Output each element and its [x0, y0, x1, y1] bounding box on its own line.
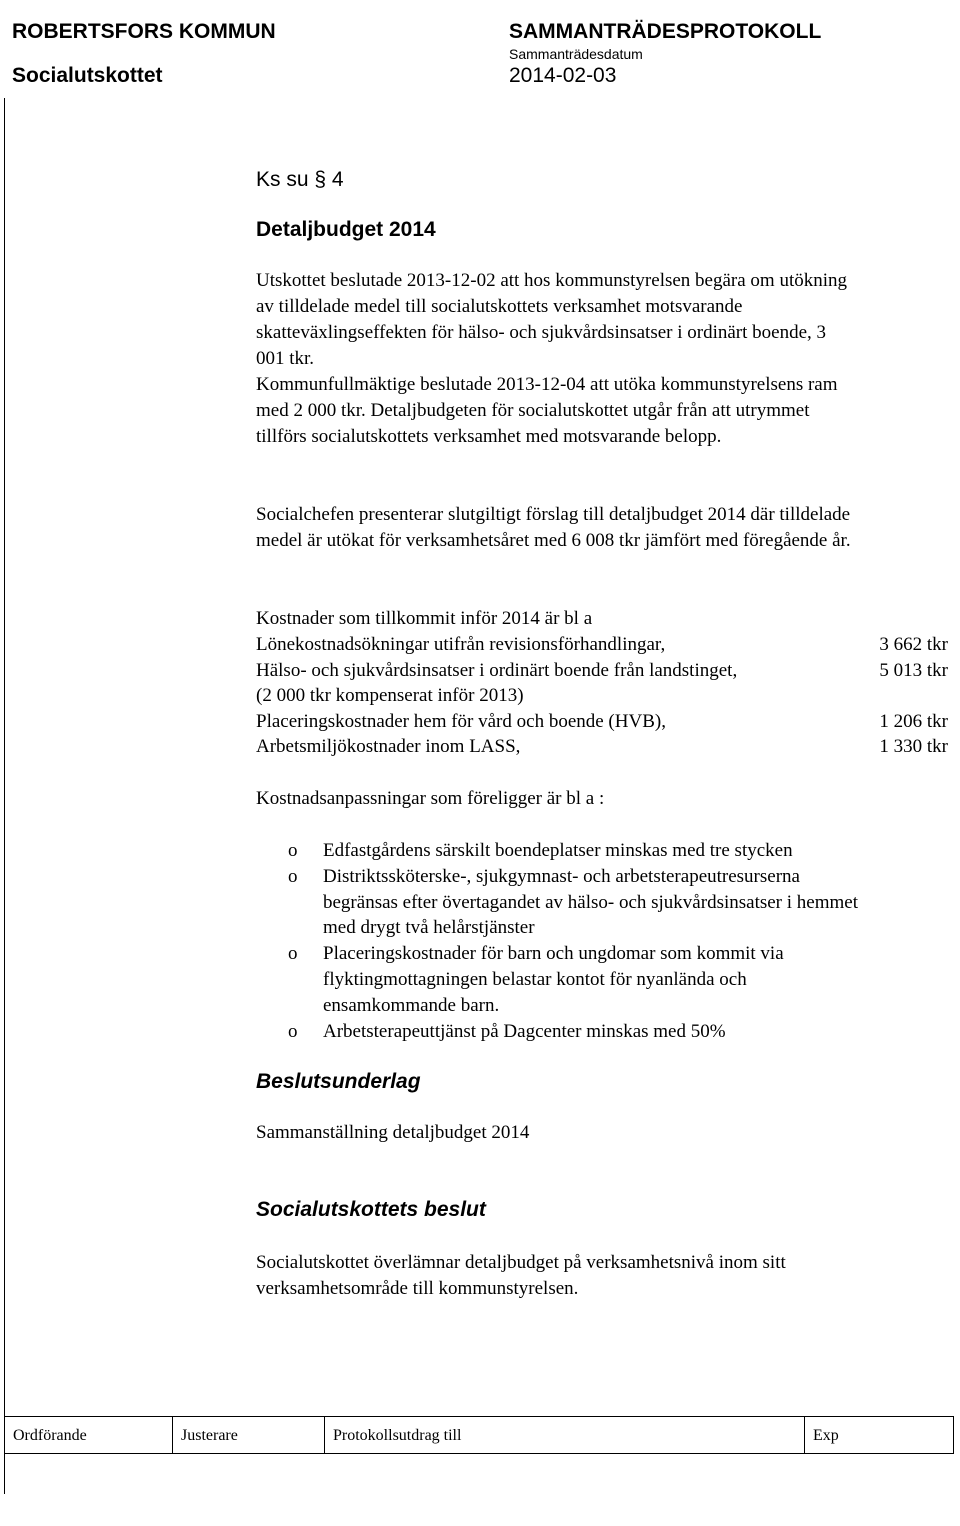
cost-label: Lönekostnadsökningar utifrån revisionsförhandlingar,	[256, 634, 666, 655]
cost-label: Placeringskostnader hem för vård och boende (HVB),	[256, 710, 666, 732]
bullet-icon: o	[288, 943, 298, 965]
text-line: med 2 000 tkr. Detaljbudgeten för socialutskottet utgår från att utrymmet	[256, 400, 810, 421]
text-line: Placeringskostnader för barn och ungdomar som kommit via	[323, 943, 784, 965]
text-line: Socialutskottet överlämnar detaljbudget på verksamhetsnivå inom sitt	[256, 1252, 786, 1273]
adjustments-intro: Kostnadsanpassningar som föreligger är bl a :	[256, 788, 605, 809]
text-line: med drygt två helårstjänster	[323, 917, 535, 939]
basis-text: Sammanställning detaljbudget 2014	[256, 1122, 530, 1143]
cost-amount: 5 013 tkr	[879, 659, 948, 681]
section-title: Detaljbudget 2014	[256, 218, 436, 241]
board-name: Socialutskottet	[12, 64, 163, 87]
text-line: flyktingmottagningen belastar kontot för nyanlända och	[323, 968, 747, 990]
text-line: verksamhetsområde till kommunstyrelsen.	[256, 1278, 579, 1299]
text-line: skatteväxlingseffekten för hälso- och sjukvårdsinsatser i ordinärt boende, 3	[256, 322, 827, 343]
table-row	[256, 734, 948, 760]
cost-label: Hälso- och sjukvårdsinsatser i ordinärt boende från landstinget,	[256, 659, 738, 681]
text-line: ensamkommande barn.	[323, 994, 500, 1016]
text-line: Arbetsterapeuttjänst på Dagcenter minskas med 50%	[323, 1020, 726, 1042]
text-line: Utskottet beslutade 2013-12-02 att hos kommunstyrelsen begära om utökning	[256, 270, 848, 291]
list-item	[256, 941, 858, 1018]
text-line: Socialchefen presenterar slutgiltigt förslag till detaljbudget 2014 där tilldelade	[256, 504, 851, 525]
cost-amount: 1 330 tkr	[879, 736, 948, 757]
footer-rule	[4, 1454, 5, 1494]
costs-intro: Kostnader som tillkommit inför 2014 är bl a	[256, 608, 593, 629]
meeting-date-label: Sammanträdesdatum	[509, 46, 643, 62]
bullet-icon: o	[288, 865, 298, 887]
cost-label: (2 000 tkr kompenserat inför 2013)	[256, 685, 524, 706]
text-line: Kommunfullmäktige beslutade 2013-12-04 att utöka kommunstyrelsens ram	[256, 374, 838, 395]
list-item	[256, 864, 858, 941]
text-line: av tilldelade medel till socialutskottets verksamhet motsvarande	[256, 296, 743, 317]
cost-label: Arbetsmiljökostnader inom LASS,	[256, 736, 521, 757]
meeting-date: 2014-02-03	[509, 64, 617, 87]
bullet-icon: o	[288, 840, 298, 861]
text-line: 001 tkr.	[256, 348, 315, 369]
paragraph-proposal	[256, 502, 851, 554]
paragraph-number: Ks su § 4	[256, 168, 344, 191]
table-row	[256, 683, 948, 709]
table-row	[256, 632, 948, 658]
adjusters-cell: Justerare	[173, 1417, 325, 1453]
paragraph-background	[256, 268, 847, 450]
extract-to-cell: Protokollsutdrag till	[325, 1417, 805, 1453]
text-line: begränsas efter övertagandet av hälso- och sjukvårdsinsatser i hemmet	[323, 891, 858, 913]
text-line: Distriktssköterske-, sjukgymnast- och arbetsterapeutresurserna	[323, 865, 800, 887]
text-line: Edfastgårdens särskilt boendeplatser minskas med tre stycken	[323, 840, 793, 861]
decision-text	[256, 1250, 786, 1302]
costs-table	[256, 632, 948, 760]
cost-amount: 3 662 tkr	[879, 634, 948, 655]
left-margin-rule	[4, 98, 5, 1492]
decision-heading: Socialutskottets beslut	[256, 1198, 486, 1221]
list-item	[256, 838, 858, 864]
text-line: tillförs socialutskottets verksamhet med motsvarande belopp.	[256, 426, 722, 447]
table-row	[256, 709, 948, 735]
bullet-icon: o	[288, 1020, 298, 1042]
exp-cell: Exp	[813, 1427, 839, 1444]
cost-amount	[862, 683, 948, 709]
basis-heading: Beslutsunderlag	[256, 1070, 421, 1093]
text-line: medel är utökat för verksamhetsåret med 6 008 tkr jämfört med föregående år.	[256, 530, 851, 551]
cost-amount: 1 206 tkr	[879, 710, 948, 732]
adjustments-list	[256, 838, 858, 1044]
organization-name: ROBERTSFORS KOMMUN	[12, 20, 276, 43]
table-row	[256, 658, 948, 684]
list-item	[256, 1019, 858, 1045]
document-type: SAMMANTRÄDESPROTOKOLL	[509, 20, 822, 43]
signature-table	[4, 1416, 954, 1454]
chair-cell: Ordförande	[5, 1417, 173, 1453]
